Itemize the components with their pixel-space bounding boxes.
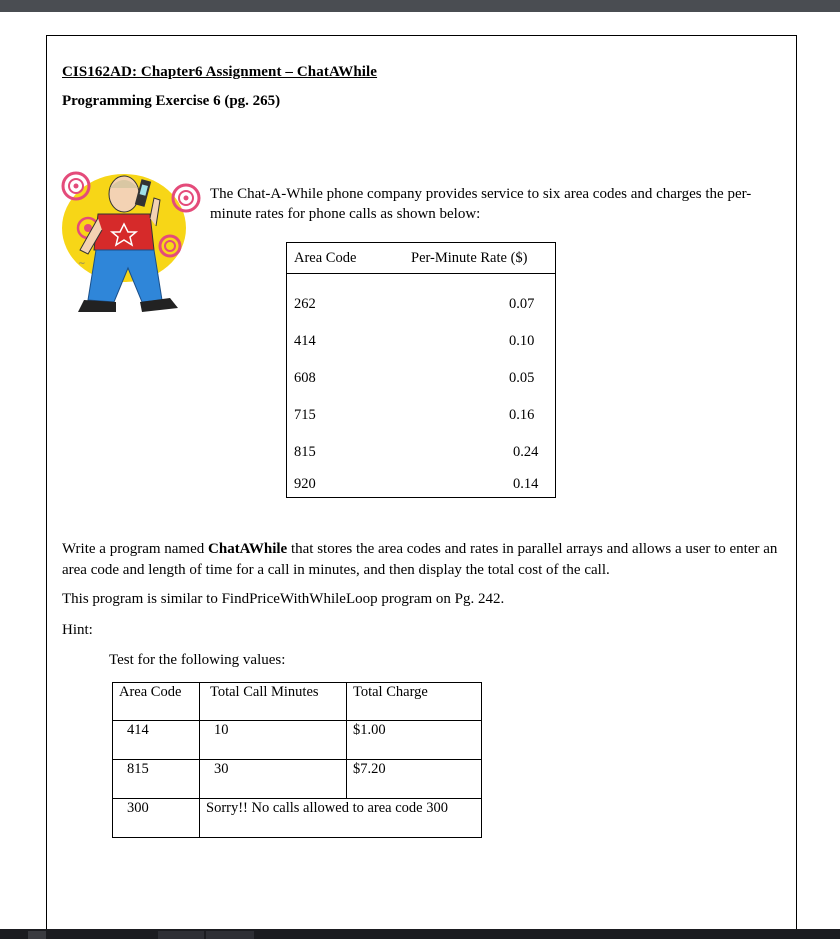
per-minute-rate: 0.24 — [513, 444, 539, 460]
area-code: 262 — [294, 296, 316, 312]
rate-table — [286, 242, 556, 498]
test-values-table — [112, 682, 482, 838]
area-code: 815 — [294, 444, 316, 460]
rate-row — [287, 360, 556, 397]
similar-program-note: This program is similar to FindPriceWithWhileLoop program on Pg. 242. — [62, 591, 505, 607]
area-code-header: Area Code — [287, 243, 364, 274]
test-area-code: 414 — [113, 721, 200, 760]
intro-paragraph: The Chat-A-While phone company provides service to six area codes and charges the per-minute rates for phone calls as shown below: — [210, 186, 752, 222]
viewer-top-bar — [0, 0, 840, 12]
test-charge: $1.00 — [347, 721, 482, 760]
rate-row — [287, 471, 556, 498]
program-name: ChatAWhile — [208, 541, 288, 557]
test-minutes: 10 — [200, 721, 347, 760]
per-minute-rate: 0.07 — [509, 296, 535, 312]
exercise-subtitle: Programming Exercise 6 (pg. 265) — [62, 93, 281, 109]
taskbar-app-button[interactable] — [206, 931, 254, 939]
svg-text:~: ~ — [78, 259, 86, 269]
rate-row — [287, 323, 556, 360]
start-icon[interactable] — [28, 931, 46, 939]
per-minute-rate: 0.16 — [509, 407, 535, 423]
rate-row — [287, 397, 556, 434]
per-minute-rate: 0.05 — [509, 370, 535, 386]
test-charge: $7.20 — [347, 760, 482, 799]
total-minutes-header: Total Call Minutes — [200, 683, 347, 721]
rate-row — [287, 434, 556, 471]
rate-row — [287, 274, 556, 324]
per-minute-rate: 0.14 — [513, 475, 539, 492]
rate-table-header — [287, 243, 556, 274]
assignment-description — [62, 539, 792, 581]
taskbar — [0, 929, 840, 939]
taskbar-app-button[interactable] — [158, 931, 204, 939]
test-area-code: 815 — [113, 760, 200, 799]
rate-header: Per-Minute Rate ($) — [363, 243, 556, 274]
person-on-phone-clipart-icon — [58, 168, 204, 326]
area-code: 414 — [294, 333, 316, 349]
test-error-message: Sorry!! No calls allowed to area code 300 — [200, 799, 482, 838]
test-row — [113, 760, 482, 799]
area-code: 608 — [294, 370, 316, 386]
page-title: CIS162AD: Chapter6 Assignment – ChatAWhile — [62, 64, 378, 80]
test-row — [113, 721, 482, 760]
area-code: 715 — [294, 407, 316, 423]
description-prefix: Write a program named — [62, 541, 209, 557]
test-area-code: 300 — [113, 799, 200, 838]
test-intro: Test for the following values: — [109, 652, 286, 668]
test-row — [113, 799, 482, 838]
area-code: 920 — [294, 475, 316, 492]
area-code-header: Area Code — [113, 683, 200, 721]
test-minutes: 30 — [200, 760, 347, 799]
test-table-header — [113, 683, 482, 721]
description-suffix: that stores the area codes and rates in parallel arrays and allows a user to enter an area code and length of time for a call in minutes, and then display the total cost of the call. — [62, 541, 778, 578]
total-charge-header: Total Charge — [347, 683, 482, 721]
hint-label: Hint: — [62, 622, 93, 638]
per-minute-rate: 0.10 — [509, 333, 535, 349]
